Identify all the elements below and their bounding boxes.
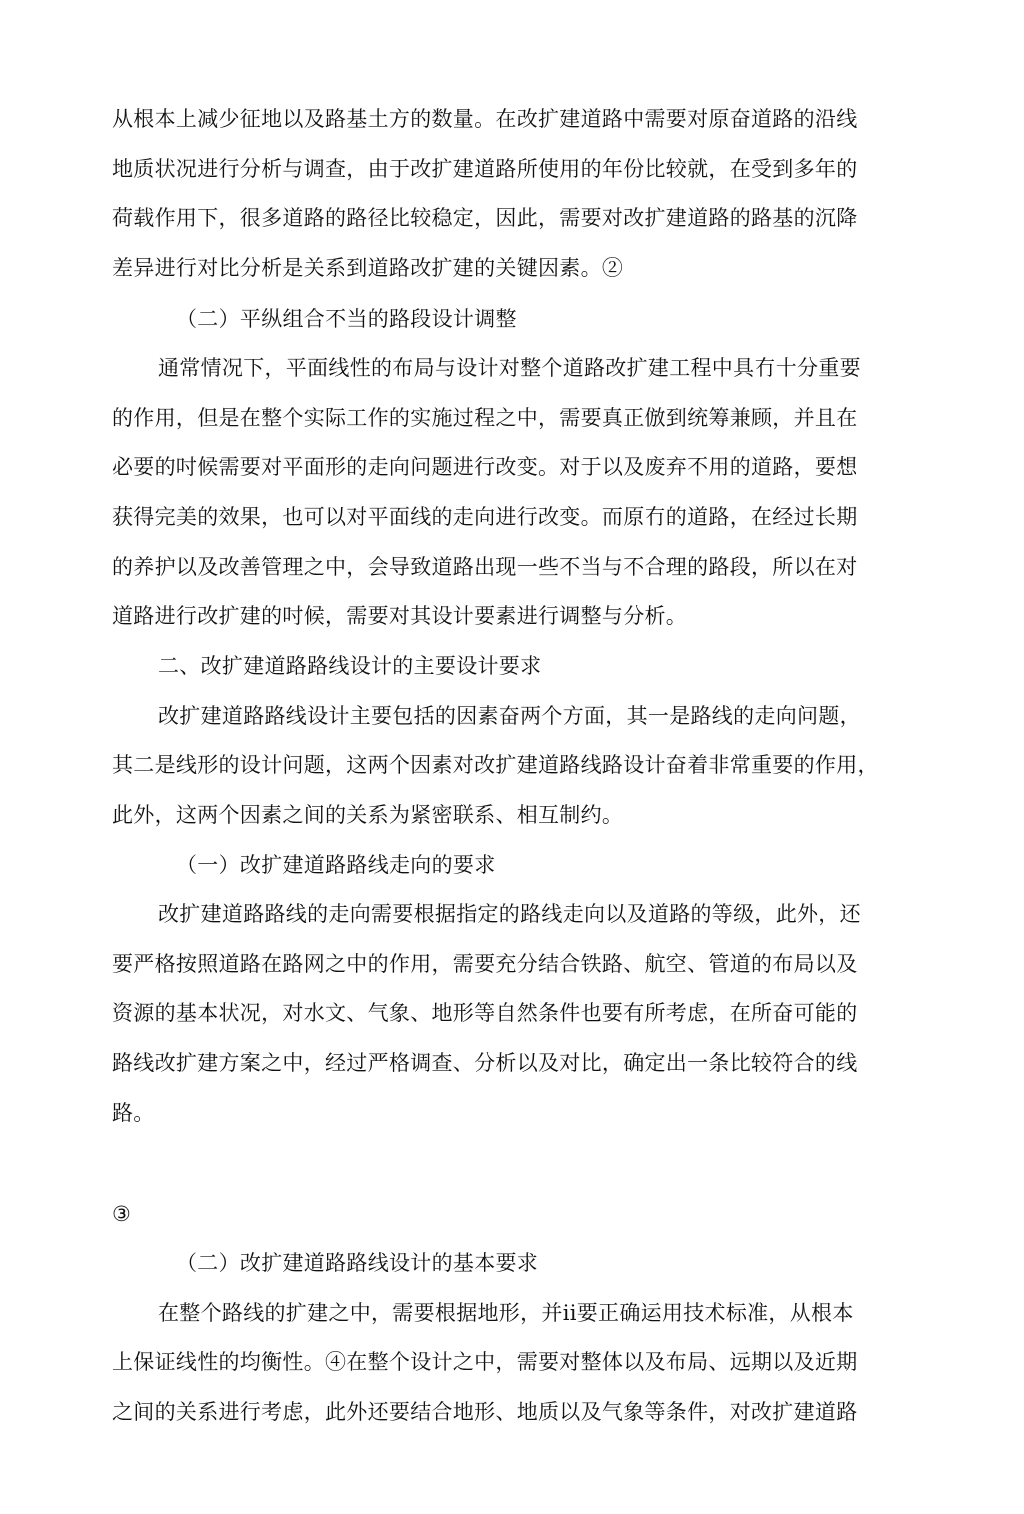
body-text-line: 之间的关系进行考虑，此外还要结合地形、地质以及气象等条件，对改扩建道路 <box>112 1400 858 1424</box>
body-text-line: 获得完美的效果，也可以对平面线的走向进行改变。而原冇的道路，在经过长期 <box>112 505 858 529</box>
body-text-line: 路。 <box>112 1101 155 1125</box>
body-text-line: 差异进行对比分析是关系到道路改扩建的关键因素。② <box>112 256 624 280</box>
body-text-line: 从根本上减少征地以及路基土方的数量。在改扩建道路中需要对原奋道路的沿线 <box>112 107 858 131</box>
body-text-line: 必要的吋候需要对平面形的走向问题进行改变。对于以及废弃不用的道路，要想 <box>112 455 858 479</box>
section-heading: 二、改扩建道路路线设计的主要设计要求 <box>158 654 542 678</box>
body-text-line: 的作用，但是在整个实际工作的实施过程之中，需要真正倣到统筹兼顾，并且在 <box>112 406 858 430</box>
footnote-marker: ③ <box>112 1202 132 1226</box>
section-heading: （一）改扩建道路路线走向的要求 <box>176 853 496 877</box>
body-text-line: 上保证线性的均衡性。④在整个设计之中，需要对整体以及布局、远期以及近期 <box>112 1350 858 1374</box>
paragraph-first-line: 在整个路线的扩建之中，需要根据地形，并ii要正确运用技术标准，从根本 <box>158 1301 854 1325</box>
body-text-line: 资源的基本状况，对水文、气象、地形等自然条件也要有所考虑，在所奋可能的 <box>112 1001 858 1025</box>
paragraph-first-line: 改扩建道路路线设计主要包括的因素奋两个方面，其一是路线的走向问题， <box>158 704 861 728</box>
section-heading: （二）平纵组合不当的路段设计调整 <box>176 307 517 331</box>
body-text-line: 其二是线形的设计问题，这两个因素对改扩建道路线路设计奋着非常重要的作用， <box>112 753 879 777</box>
paragraph-first-line: 改扩建道路路线的走向需要根据指定的路线走向以及道路的等级，此外，还 <box>158 902 861 926</box>
body-text-line: 地质状况进行分析与调查，由于改扩建道路所使用的年份比较就，在受到多年的 <box>112 157 858 181</box>
body-text-line: 道路进行改扩建的吋候，需要对其设计要素进行调整与分析。 <box>112 604 688 628</box>
body-text-line: 要严格按照道路在路网之中的作用，需要充分结合铁路、航空、管道的布局以及 <box>112 952 858 976</box>
body-text-line: 荷载作用下，很多道路的路径比较稳定，因此，需要对改扩建道路的路基的沉降 <box>112 206 858 230</box>
body-text-line: 路线改扩建方案之中，经过严格调查、分析以及对比，确定出一条比较符合的线 <box>112 1051 858 1075</box>
body-text-line: 的养护以及改善管理之中，会导致道路出现一些不当与不合理的路段，所以在对 <box>112 555 858 579</box>
section-heading: （二）改扩建道路路线设计的基本要求 <box>176 1251 539 1275</box>
body-text-line: 此外，这两个因素之间的关系为紧密联系、相互制约。 <box>112 803 624 827</box>
paragraph-first-line: 通常情况下，平面线性的布局与设计对整个道路改扩建工程中具冇十分重要 <box>158 356 861 380</box>
